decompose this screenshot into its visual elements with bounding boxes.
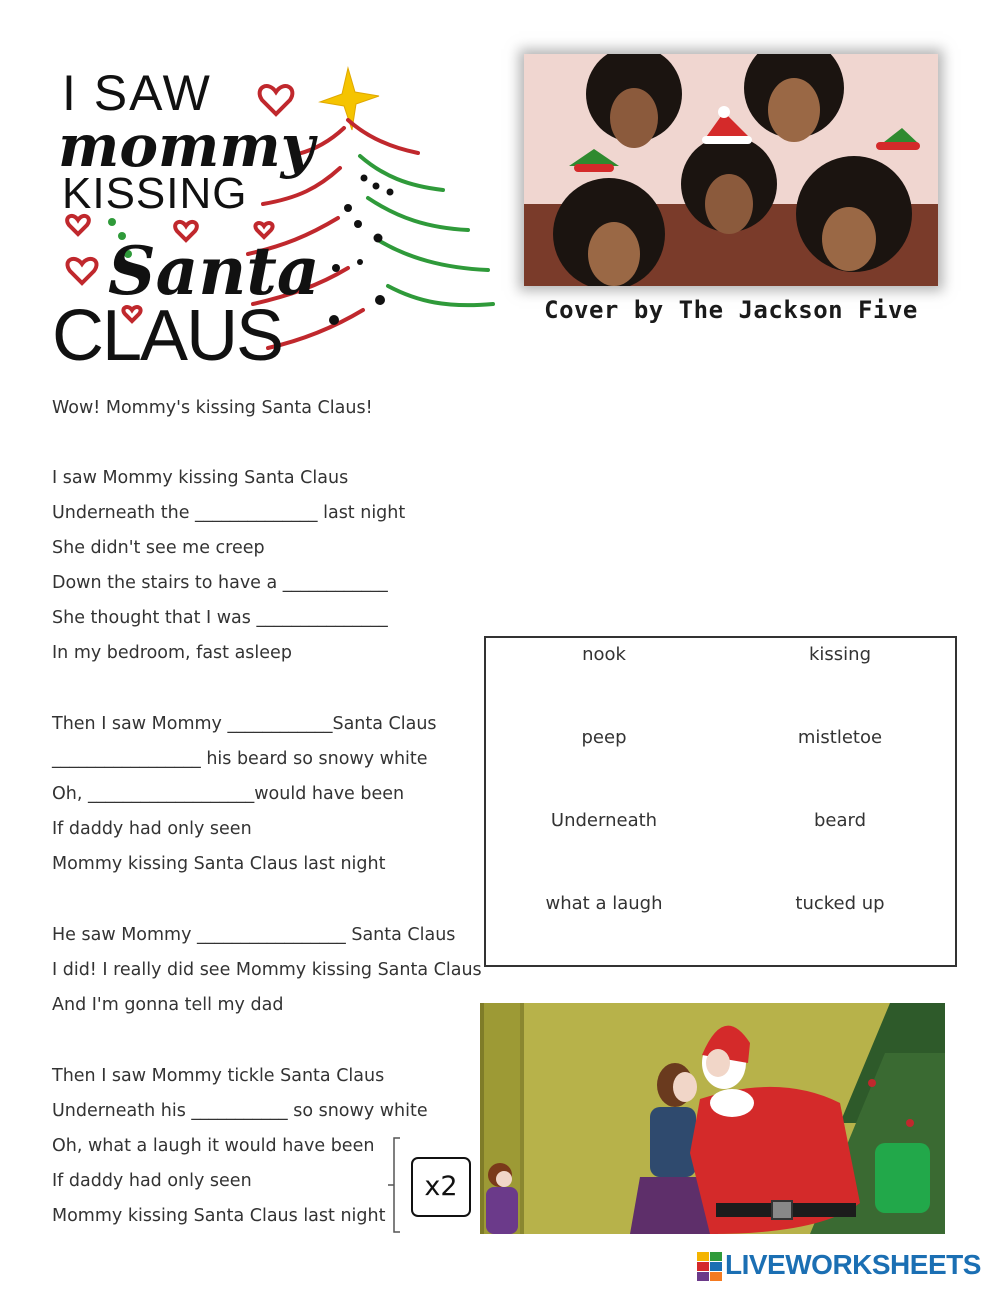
repeat-badge: x2 xyxy=(411,1157,471,1217)
word-bank-item[interactable]: tucked up xyxy=(795,893,885,914)
band-photo-image xyxy=(524,54,938,286)
photo-caption: Cover by The Jackson Five xyxy=(544,296,918,324)
lyric-line: If daddy had only seen xyxy=(52,819,252,839)
lyric-line: If daddy had only seen xyxy=(52,1171,252,1191)
title-line-3: KISSING xyxy=(62,169,248,218)
title-line-2: mommy xyxy=(58,112,315,180)
word-bank-item[interactable]: peep xyxy=(581,727,627,748)
title-line-5: CLAUS xyxy=(52,296,283,368)
lyric-line: He saw Mommy _________________ Santa Claus xyxy=(52,925,456,945)
lyric-line: Mommy kissing Santa Claus last night xyxy=(52,854,386,874)
lyric-line: In my bedroom, fast asleep xyxy=(52,643,292,663)
word-bank xyxy=(484,636,957,967)
ornament-dots xyxy=(329,175,394,326)
lyric-line: She didn't see me creep xyxy=(52,538,265,558)
lyric-line: Oh, ___________________would have been xyxy=(52,784,405,804)
title-line-1: I SAW xyxy=(62,65,212,121)
band-photo xyxy=(524,54,938,286)
footer-brand: LIVEWORKSHEETS xyxy=(725,1249,981,1280)
lyric-line: Then I saw Mommy ____________Santa Claus xyxy=(52,714,437,734)
word-bank-item[interactable]: kissing xyxy=(808,644,871,665)
liveworksheets-logo-icon xyxy=(697,1252,723,1284)
lyric-line: Mommy kissing Santa Claus last night xyxy=(52,1206,386,1226)
word-bank-item[interactable]: nook xyxy=(582,644,626,665)
lyric-line: I saw Mommy kissing Santa Claus xyxy=(52,468,349,488)
lyric-line: Down the stairs to have a ____________ xyxy=(52,573,388,593)
lyric-line: Then I saw Mommy tickle Santa Claus xyxy=(52,1066,385,1086)
lyric-line: Oh, what a laugh it would have been xyxy=(52,1136,375,1156)
lyric-line: I did! I really did see Mommy kissing Santa Claus xyxy=(52,960,482,980)
lyric-line: Wow! Mommy's kissing Santa Claus! xyxy=(52,398,373,418)
title-line-4: Santa xyxy=(108,232,320,310)
santa-kiss-illustration xyxy=(480,1003,945,1234)
title-artwork xyxy=(48,58,498,368)
lyric-line: And I'm gonna tell my dad xyxy=(52,995,284,1015)
lyric-line: She thought that I was _______________ xyxy=(52,608,388,628)
word-bank-item[interactable]: what a laugh xyxy=(545,893,663,914)
lyric-line: Underneath his ___________ so snowy white xyxy=(52,1101,428,1121)
word-bank-item[interactable]: mistletoe xyxy=(797,727,883,748)
lyric-line: _________________ his beard so snowy white xyxy=(52,749,428,769)
repeat-bracket xyxy=(386,1136,406,1234)
lyric-line: Underneath the ______________ last night xyxy=(52,503,406,523)
word-bank-item[interactable]: beard xyxy=(813,810,867,831)
word-bank-item[interactable]: Underneath xyxy=(550,810,658,831)
